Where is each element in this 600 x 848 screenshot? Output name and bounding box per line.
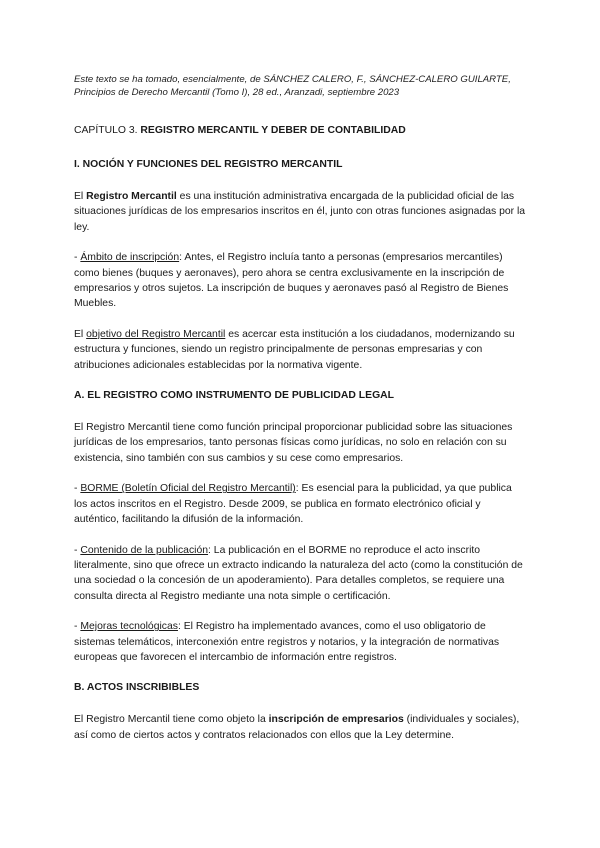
paragraph-mejoras — [74, 619, 526, 665]
text-run: El — [74, 328, 87, 340]
paragraph-funcion-principal: El Registro Mercantil tiene como función principal proporcionar publicidad sobre las situaciones jurídicas de los empresarios, tanto personas físicas como jurídicas, no solo en relación con su existencia, sino también con sus cambios y su cese como empresarios. — [74, 422, 513, 464]
term-contenido-publicacion: Contenido de la publicación — [80, 544, 209, 556]
text-run: (individuales y sociales), así como de ciertos actos y contratos relacionados con ellos que la Ley determine. — [74, 714, 520, 741]
text-run: - — [74, 544, 81, 556]
term-objetivo: objetivo del Registro Mercantil — [86, 328, 226, 340]
text-run: : Antes, el Registro incluía tanto a personas (empresarios mercantiles) como bienes (buques y aeronaves), pero ahora se centra exclusivamente en la inscripción de empresarios y otros sujetos. La inscripción de buques y aeronaves pasó al Registro de Bienes Muebles. — [74, 252, 509, 310]
term-borme: BORME (Boletín Oficial del Registro Mercantil) — [80, 483, 296, 495]
source-citation: Este texto se ha tomado, esencialmente, de SÁNCHEZ CALERO, F., SÁNCHEZ-CALERO GUILARTE, Principios de Derecho Mercantil (Tomo I), 28 ed., Aranzadi, septiembre 2023 — [74, 74, 511, 98]
paragraph-contenido — [74, 543, 526, 605]
chapter-title: REGISTRO MERCANTIL Y DEBER DE CONTABILIDAD — [140, 125, 406, 136]
document-page — [74, 73, 526, 743]
term-inscripcion-empresarios: inscripción de empresarios — [268, 714, 404, 726]
text-run: - — [74, 621, 81, 633]
text-run: El Registro Mercantil tiene como objeto la — [74, 714, 269, 726]
text-run: - — [74, 252, 81, 264]
paragraph-definicion — [74, 189, 526, 235]
text-run: es una institución administrativa encargada de la publicidad oficial de las situaciones jurídicas de los empresarios inscritos en él, junto con otras funciones asignadas por la ley. — [74, 191, 526, 233]
paragraph-borme — [74, 481, 526, 527]
text-run: : La publicación en el BORME no reproduce el acto inscrito literalmente, sino que ofrece un extracto indicando la naturaleza del acto (como la constitución de una sociedad o la concesión de un apoderamiento). Para detalles completos, se requiere una consulta directa al Registro mediante una nota simple o certificación. — [74, 544, 523, 602]
section-heading-actos: B. ACTOS INSCRIBIBLES — [74, 682, 200, 694]
section-heading-publicidad: A. EL REGISTRO COMO INSTRUMENTO DE PUBLICIDAD LEGAL — [74, 390, 395, 402]
term-mejoras-tecnologicas: Mejoras tecnológicas — [80, 621, 178, 633]
term-ambito-inscripcion: Ámbito de inscripción — [80, 252, 180, 264]
paragraph-objetivo — [74, 327, 526, 373]
text-run: : El Registro ha implementado avances, como el uso obligatorio de sistemas telemáticos, interconexión entre registros y notarios, y la integración de normativas europeas que favorecen el intercambio de información entre registros. — [74, 621, 500, 663]
chapter-label: CAPÍTULO 3. — [74, 125, 138, 136]
text-run: : Es esencial para la publicidad, ya que publica los actos inscritos en el Registro. Desde 2009, se publica en formato electrónico oficial y auténtico, facilitando la difusión de la información. — [74, 483, 512, 526]
text-run: es acercar esta institución a los ciudadanos, modernizando su estructura y funciones, siendo un registro principalmente de personas empresarias y con atribuciones adicionales establecidas por la normativa vigente. — [74, 328, 515, 371]
paragraph-ambito — [74, 250, 526, 312]
paragraph-actos-inscribibles — [74, 712, 526, 743]
text-run: - — [74, 483, 81, 495]
section-heading-nocion: I. NOCIÓN Y FUNCIONES DEL REGISTRO MERCANTIL — [74, 159, 343, 170]
term-registro-mercantil: Registro Mercantil — [86, 191, 177, 202]
chapter-heading — [74, 124, 526, 138]
text-run: El — [74, 191, 87, 202]
